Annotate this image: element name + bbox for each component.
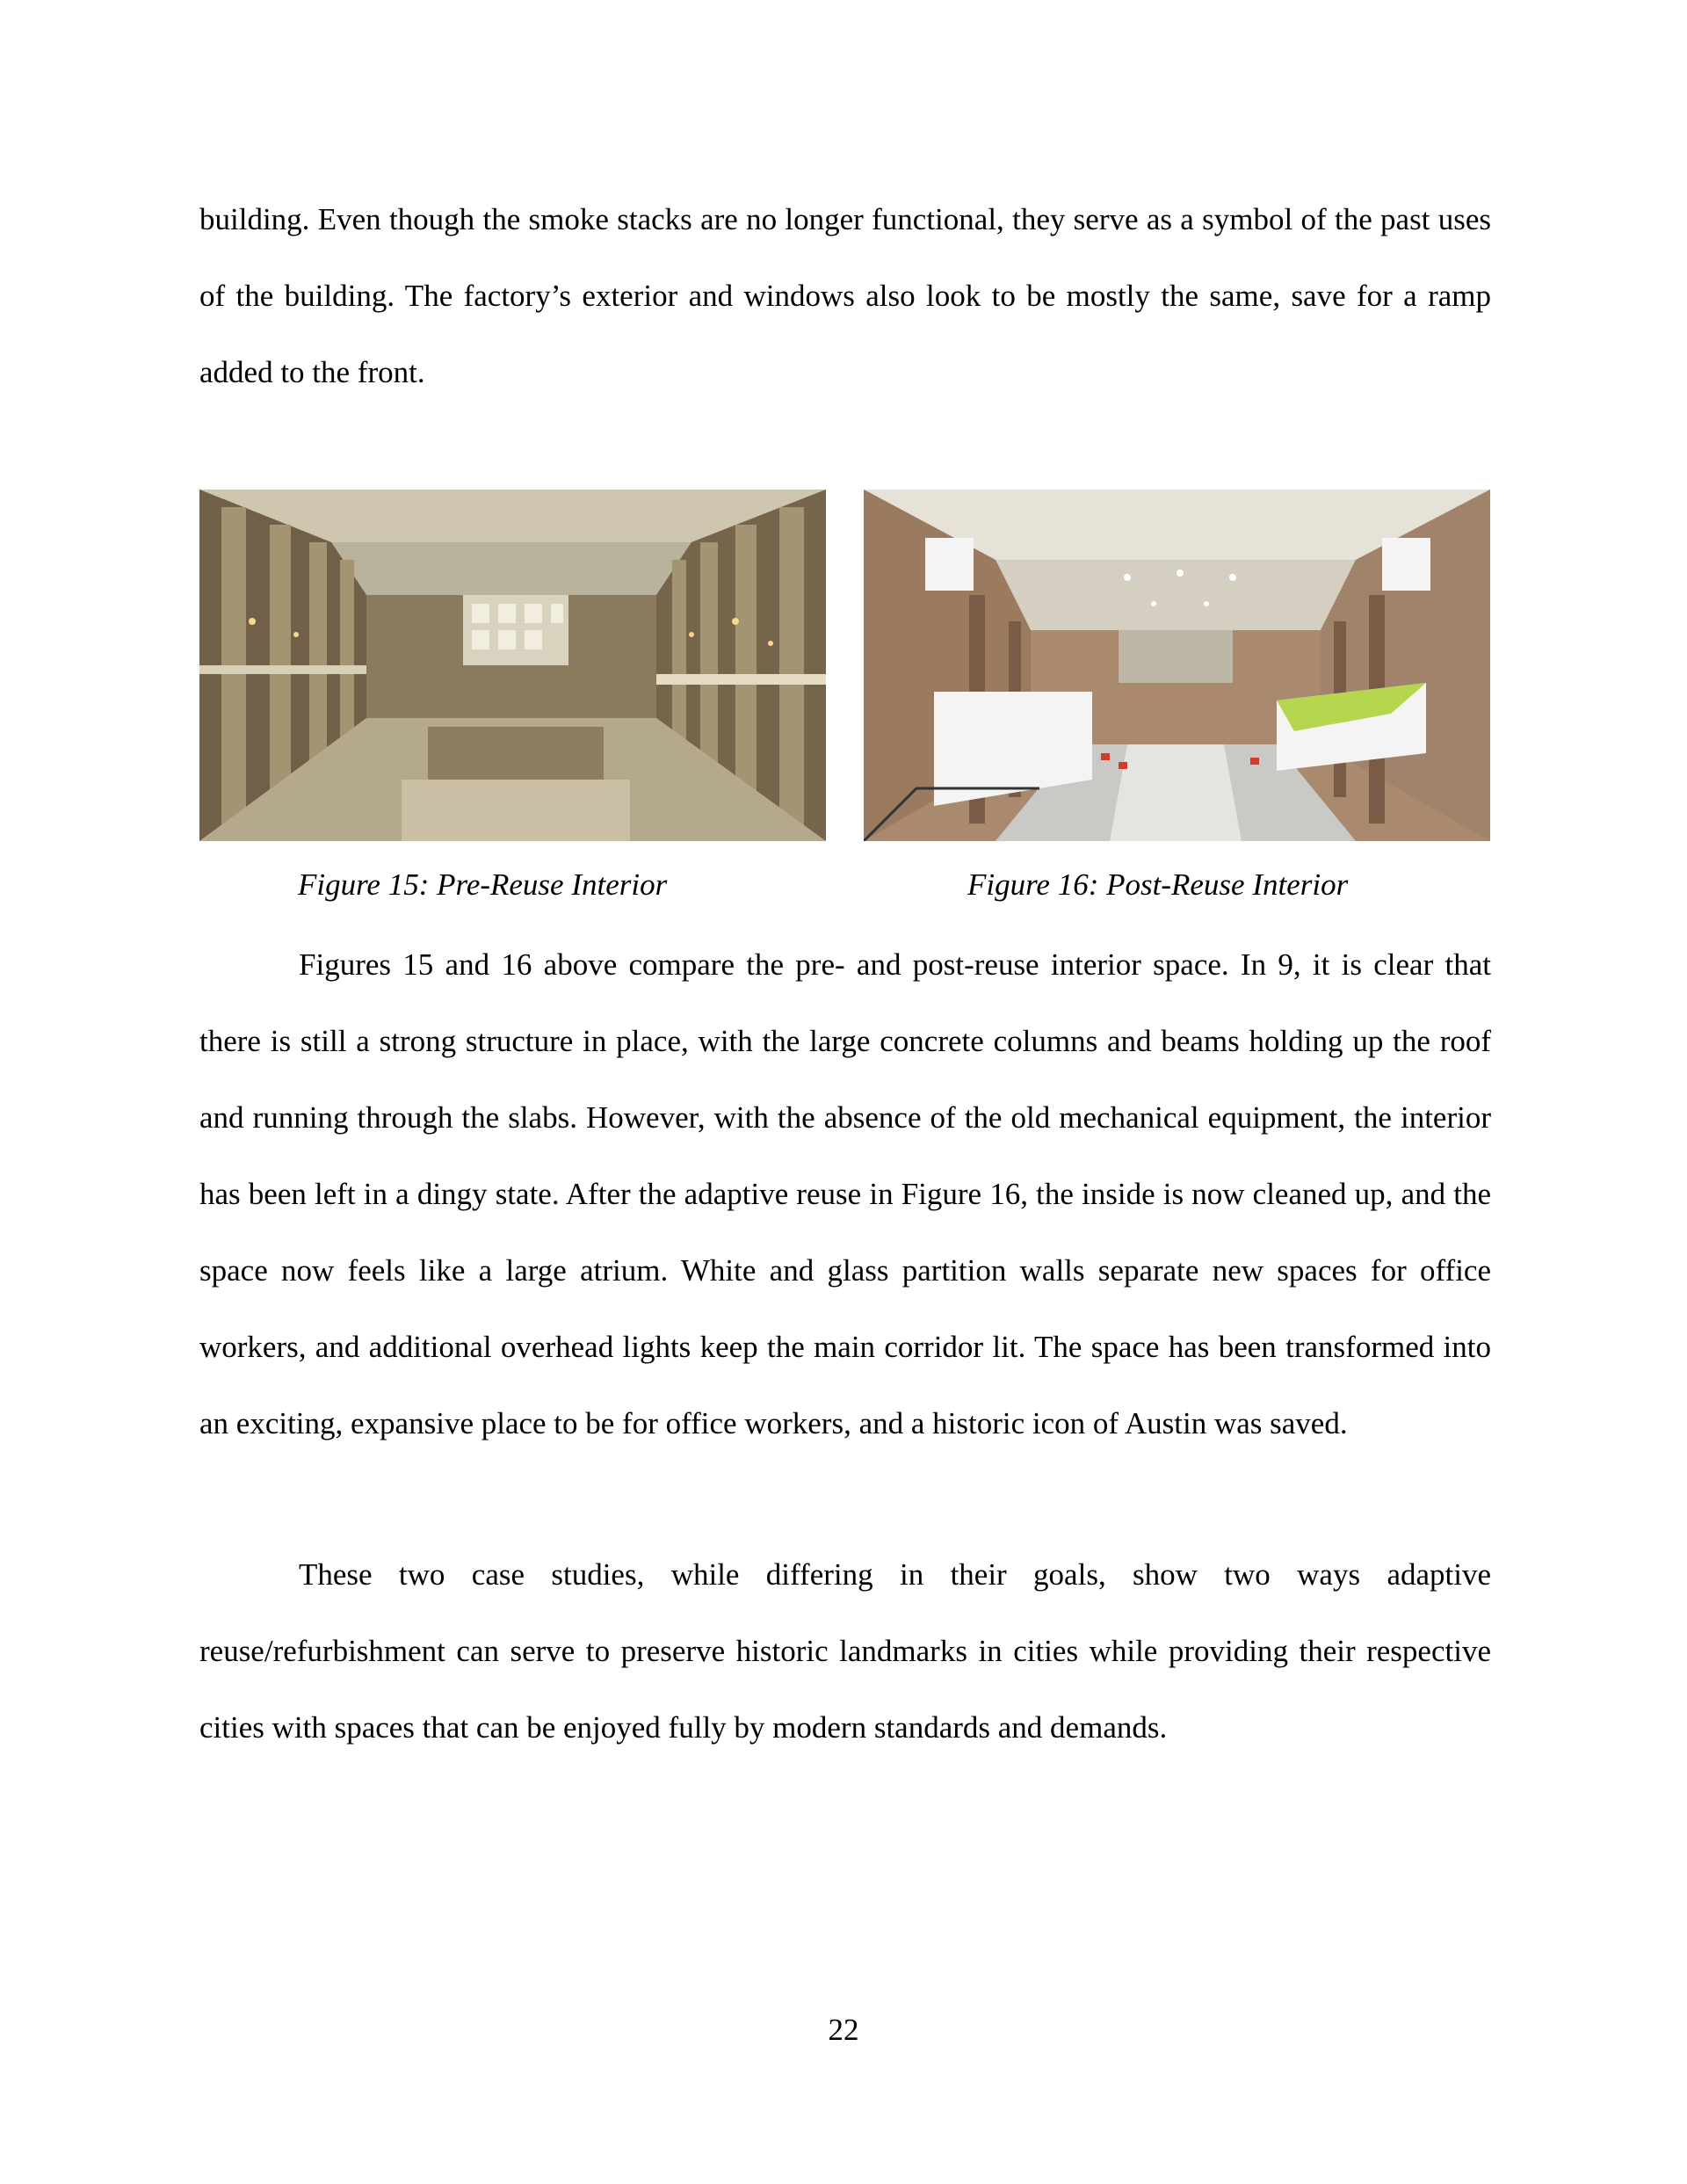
figure-16-image xyxy=(864,490,1490,841)
figure-16-caption: Figure 16: Post-Reuse Interior xyxy=(967,867,1349,902)
page-number: 22 xyxy=(828,2013,859,2047)
figure-15-image xyxy=(199,490,826,841)
figure-15-caption: Figure 15: Pre-Reuse Interior xyxy=(298,867,668,902)
body-paragraph-1: building. Even though the smoke stacks are no longer functional, they serve as a symbol of the past uses of the building. The factory’s exterior and windows also look to be mostly the same, save for a ramp added to the front. xyxy=(199,202,1491,389)
body-paragraph-2: Figures 15 and 16 above compare the pre- and post-reuse interior space. In 9, it is clear that there is still a strong structure in place, with the large concrete columns and beams holding up the roof and running through the slabs. However, with the absence of the old mechanical equipment, the interior has been left in a dingy state. After the adaptive reuse in Figure 16, the inside is now cleaned up, and the space now feels like a large atrium. White and glass partition walls separate new spaces for office workers, and additional overhead lights keep the main corridor lit. The space has been transformed into an exciting, expansive place to be for office workers, and a historic icon of Austin was saved. xyxy=(199,947,1491,1440)
body-paragraph-3: These two case studies, while differing in their goals, show two ways adaptive reuse/refurbishment can serve to preserve historic landmarks in cities while providing their respective cities with spaces that can be enjoyed fully by modern standards and demands. xyxy=(199,1557,1491,1745)
